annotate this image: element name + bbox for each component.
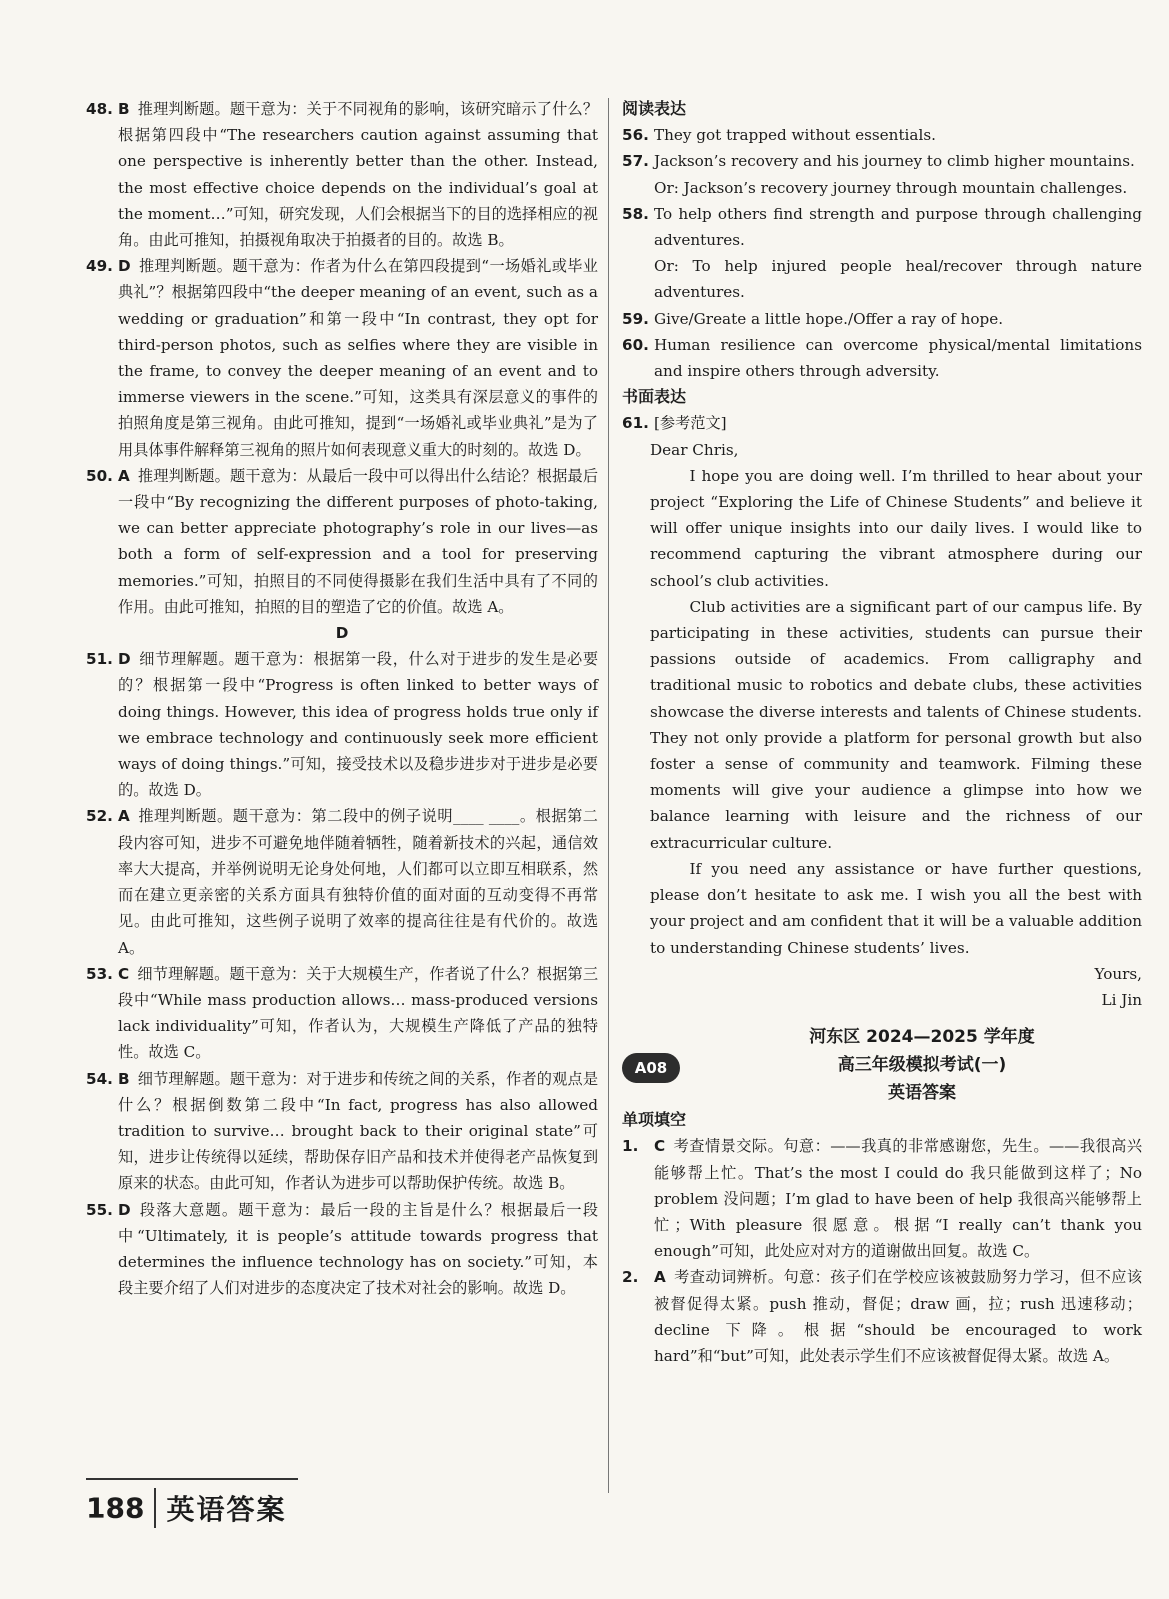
letter-closing: Yours,	[1094, 964, 1142, 983]
item-number: 54.	[86, 1069, 113, 1088]
model-essay-label: [参考范文]	[654, 414, 727, 433]
writing-heading: 书面表达	[622, 387, 687, 407]
answer-text: To help others find strength and purpose through challenging adventures.	[654, 204, 1142, 250]
answer-letter: B	[118, 100, 130, 118]
explanation: 细节理解题。题干意为：对于进步和传统之间的关系，作者的观点是什么？根据倒数第二段中“In fact, progress has also allowed tradition to survive… brought back to their original state”可知，进步让传统得以延续，帮助保存旧产品和技术并使得老产品恢复到原来的状态。由此可知，作者认为进步可以帮助保护传统。故选 B。	[118, 1069, 598, 1193]
answer-55	[86, 1197, 598, 1302]
section-d-heading: D	[335, 624, 349, 643]
item-number: 49.	[86, 257, 113, 276]
explanation: 推理判断题。题干意为：从最后一段中可以得出什么结论？根据最后一段中“By recognizing the different purposes of photo-taking, we can better appreciate photography’s role in our lives—as both a form of self-expression and a tool for preserving memories.”可知，拍照目的不同使得摄影在我们生活中具有了不同的作用。由此可推知，拍照的目的塑造了它的价值。故选 A。	[118, 466, 598, 616]
answer-54	[86, 1066, 598, 1197]
item-number: 55.	[86, 1200, 113, 1219]
reading-expression-heading: 阅读表达	[622, 99, 687, 118]
answer-text: Jackson’s recovery and his journey to climb higher mountains.	[654, 152, 1135, 171]
answer-60	[622, 332, 1142, 384]
answer-letter: D	[118, 1200, 131, 1219]
item-number: 60.	[622, 335, 649, 354]
column-divider	[608, 98, 609, 1493]
exam-badge: A08	[622, 1053, 680, 1083]
answer-s2	[622, 1264, 1142, 1369]
answer-text: Human resilience can overcome physical/mental limitations and inspire others through adversity.	[654, 335, 1142, 381]
single-choice-heading: 单项填空	[622, 1110, 687, 1130]
item-number: 48.	[86, 100, 113, 118]
answer-text: Give/Greate a little hope./Offer a ray of hope.	[654, 309, 1004, 328]
explanation: 细节理解题。题干意为：根据第一段，什么对于进步的发生是必要的？根据第一段中“Progress is often linked to better ways of doing things. However, this idea of progress holds true only if we embrace technology and continuously seek more efficient ways of doing things.”可知，接受技术以及稳步进步对于进步是必要的。故选 D。	[118, 650, 598, 800]
answer-58	[622, 201, 1142, 306]
explanation: 考查动词辨析。句意：孩子们在学校应该被鼓励努力学习，但不应该被督促得太紧。push 推动，督促；draw 画，拉；rush 迅速移动；decline 下降。根据“should be encouraged to work hard”和“but”可知，此处表示学生们不应该被督促得太紧。故选 A。	[654, 1268, 1142, 1365]
answer-61	[622, 410, 1142, 436]
answer-51	[86, 646, 598, 803]
exam-title-line: 高三年级模拟考试(一)	[837, 1055, 1007, 1076]
page-number: 188	[86, 1491, 145, 1525]
footer-title: 英语答案	[166, 1493, 287, 1526]
item-number: 61.	[622, 414, 649, 433]
explanation: 推理判断题。题干意为：关于不同视角的影响，该研究暗示了什么？根据第四段中“The researchers caution against assuming that one perspective is inherently better than the other. Instead, the most effective choice depends on the individual’s goal at the moment…”可知，研究发现，人们会根据当下的目的选择相应的视角。由此可推知，拍摄视角取决于拍摄者的目的。故选 B。	[118, 100, 598, 250]
answer-50	[86, 463, 598, 620]
left-column	[86, 96, 598, 1301]
answer-49	[86, 253, 598, 463]
answer-letter: C	[118, 964, 130, 983]
letter-paragraph: Club activities are a significant part of our campus life. By participating in these activities, students can pursue their passions outside of academics. From calligraphy and traditional music to robotics and debate clubs, these activities showcase the diverse interests and talents of Chinese students. They not only provide a platform for personal growth but also foster a sense of community and teamwork. Filming these moments will give your audience a glimpse into how we balance learning with leisure and the richness of our extracurricular culture.	[650, 597, 1142, 852]
answer-57	[622, 148, 1142, 200]
right-column	[622, 96, 1142, 1369]
explanation: 段落大意题。题干意为：最后一段的主旨是什么？根据最后一段中“Ultimately, it is people’s attitude towards progress that determines the influence technology has on society.”可知，本段主要介绍了人们对进步的态度决定了技术对社会的影响。故选 D。	[118, 1200, 598, 1298]
item-number: 51.	[86, 650, 113, 669]
alternative-answer: Or: Jackson’s recovery journey through mountain challenges.	[654, 178, 1128, 197]
item-number: 1.	[622, 1137, 639, 1156]
answer-letter: D	[118, 650, 131, 669]
answer-letter: B	[118, 1069, 130, 1088]
item-number: 52.	[86, 807, 113, 826]
item-number: 53.	[86, 964, 113, 983]
answer-letter: C	[654, 1137, 666, 1156]
answer-letter: A	[654, 1268, 666, 1287]
item-number: 50.	[86, 466, 113, 485]
model-letter	[622, 437, 1142, 1013]
alternative-answer: Or: To help injured people heal/recover through nature adventures.	[654, 257, 1142, 302]
explanation: 考查情景交际。句意：——我真的非常感谢您，先生。——我很高兴能够帮上忙。That’s the most I could do 我只能做到这样了；No problem 没问题；I’m glad to have been of help 我很高兴能够帮上忙；With pleasure 很愿意。根据“I really can’t thank you enough”可知，此处应对对方的道谢做出回复。故选 C。	[654, 1137, 1142, 1261]
explanation: 细节理解题。题干意为：关于大规模生产，作者说了什么？根据第三段中“While mass production allows… mass-produced versions lack individuality”可知，作者认为，大规模生产降低了产品的独特性。故选 C。	[118, 964, 598, 1062]
letter-signature: Li Jin	[1101, 990, 1142, 1009]
item-number: 58.	[622, 204, 649, 223]
explanation: 推理判断题。题干意为：第二段中的例子说明____ ____。根据第二段内容可知，进步不可避免地伴随着牺牲，随着新技术的兴起，通信效率大大提高，并举例说明无论身处何地，人们都可以立即互相联系，然而在建立更亲密的关系方面具有独特价值的面对面的互动变得不再常见。由此可推知，这些例子说明了效率的提高往往是有代价的。故选 A。	[118, 807, 598, 957]
answer-s1	[622, 1133, 1142, 1264]
page-footer	[86, 1478, 298, 1528]
item-number: 2.	[622, 1268, 639, 1287]
answer-53	[86, 961, 598, 1066]
letter-paragraph: If you need any assistance or have further questions, please don’t hesitate to ask me. I wish you all the best with your project and am confident that it will be a valuable addition to understanding Chinese students’ lives.	[650, 859, 1142, 957]
item-number: 59.	[622, 309, 649, 328]
answer-letter: A	[118, 466, 130, 485]
exam-title-line: 英语答案	[888, 1083, 956, 1104]
exam-title-line: 河东区 2024—2025 学年度	[809, 1027, 1035, 1048]
answer-letter: A	[118, 807, 130, 826]
explanation: 推理判断题。题干意为：作者为什么在第四段提到“一场婚礼或毕业典礼”？根据第四段中“the deeper meaning of an event, such as a wedding or graduation”和第一段中“In contrast, they opt for third-person photos, such as selfies where they are visible in the frame, to convey the deeper meaning of an event and to immerse viewers in the scene.”可知，这类具有深层意义的事件的拍照角度是第三视角。由此可推知，提到“一场婚礼或毕业典礼”是为了用具体事件解释第三视角的照片如何表现意义重大的时刻的。故选 D。	[118, 257, 598, 459]
answer-letter: D	[118, 257, 131, 276]
answer-text: They got trapped without essentials.	[654, 126, 936, 145]
exam-header	[622, 1023, 1142, 1107]
answer-56	[622, 122, 1142, 148]
footer-separator	[154, 1488, 156, 1528]
answer-48	[86, 96, 598, 253]
item-number: 56.	[622, 126, 649, 145]
letter-greeting: Dear Chris,	[650, 440, 739, 459]
answer-52	[86, 803, 598, 960]
item-number: 57.	[622, 152, 649, 171]
answer-59	[622, 306, 1142, 332]
letter-paragraph: I hope you are doing well. I’m thrilled to hear about your project “Exploring the Life of Chinese Students” and believe it will offer unique insights into our daily lives. I would like to recommend capturing the vibrant atmosphere during our school’s club activities.	[650, 466, 1142, 590]
